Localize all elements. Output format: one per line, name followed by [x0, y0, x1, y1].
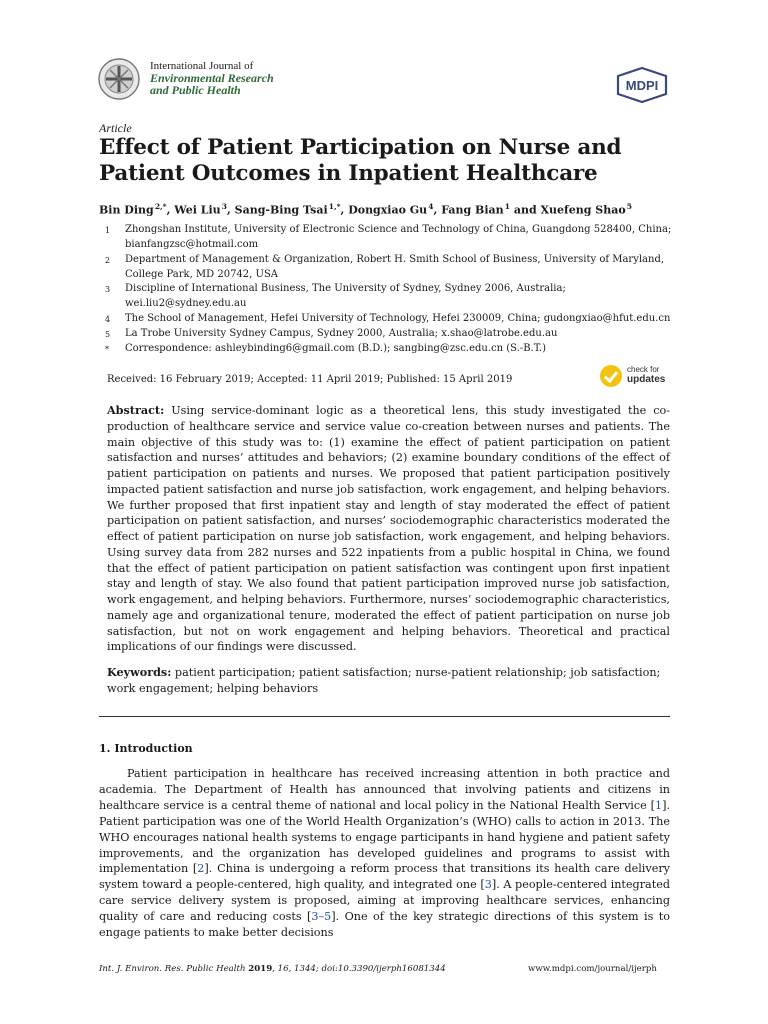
author-name[interactable]: Bin Ding [99, 203, 154, 217]
author-affil: 2,* [154, 202, 167, 211]
article-type: Article [99, 121, 132, 135]
affiliation-text: The School of Management, Hefei University of Technology, Hefei 230009, China; gudongxiao@hfut.edu.cn [125, 313, 671, 324]
abstract [107, 403, 670, 655]
author-affil: 5 [626, 202, 632, 211]
affiliation-text: Discipline of International Business, The University of Sydney, Sydney 2006, Australia; [125, 283, 566, 294]
correspondence-text[interactable]: Correspondence: ashleybinding6@gmail.com (B.D.); sangbing@zsc.edu.cn (S.-B.T.) [125, 343, 547, 354]
citation-link[interactable]: 3–5 [311, 910, 332, 924]
keywords-text: patient participation; patient satisfaction; nurse-patient relationship; job satisfaction; work engagement; helping behaviors [107, 666, 661, 695]
affiliation-item [99, 312, 674, 327]
publication-dates: Received: 16 February 2019; Accepted: 11 April 2019; Published: 15 April 2019 [107, 374, 513, 385]
affiliation-number: 3 [105, 285, 111, 294]
intro-text: Patient participation in healthcare has received increasing attention in both practice and academia. The Department of Health has announced that involving patients and citizens in healthcare service is a central theme of national and local policy in the National Health Service [ [99, 767, 670, 812]
citation-link[interactable]: 2 [197, 862, 205, 876]
affiliation-number: 5 [105, 330, 111, 339]
section-divider [99, 716, 670, 717]
intro-paragraph [99, 766, 670, 941]
author-name[interactable]: Wei Liu [174, 203, 221, 217]
correspondence [99, 342, 674, 357]
intro-text: ]. A people-centered integrated care service delivery system is proposed, aiming at improving healthcare services, enhancing quality of care and reducing costs [ [99, 878, 670, 924]
keywords [107, 664, 672, 697]
intro-text: ]. China is undergoing a reform process that transitions its health care delivery system toward a people-centered, high quality, and integrated one [ [99, 862, 670, 892]
abstract-label: Abstract: [107, 403, 165, 417]
author-name[interactable]: Fang Bian [441, 203, 504, 217]
citation-link[interactable]: 1 [654, 798, 663, 812]
abstract-text: Using service-dominant logic as a theoretical lens, this study investigated the co-production of healthcare service and service value co-creation between nurses and patients. The main objective of this study was to: (1) examine the effect of patient participation on patient satisfaction and nurses’ attitudes and behaviors; (2) examine boundary conditions of the effect of patient participation on patients and nurses. We proposed that patient participation positively impacted patient satisfaction and nurse job satisfaction, work engagement, and helping behaviors. We further proposed that first inpatient stay and length of stay moderated the effect of patient participation on patient satisfaction, and nurses’ sociodemographic characteristics moderated the effect of patient participation on nurse job satisfaction, work engagement, and helping behaviors. Using survey data from 282 nurses and 522 inpatients from a public hospital in China, we found that the effect of patient participation on patient satisfaction was contingent upon first inpatient stay and length of stay. We also found that patient participation improved nurse job satisfaction, work engagement, and helping behaviors. Furthermore, nurses’ sociodemographic characteristics, namely age and organizational tenure, moderated the effect of patient participation on nurse job satisfaction, but not on work engagement and helping behaviors. Theoretical and practical implications of our findings were discussed. [107, 404, 671, 654]
journal-name-line1: International Journal of [150, 60, 254, 72]
affiliation-item [99, 223, 674, 252]
affiliation-text: Department of Management & Organization, Robert H. Smith School of Business, University of Maryland, [125, 254, 665, 265]
author-name[interactable]: Xuefeng Shao [540, 203, 626, 217]
affiliation-email[interactable]: bianfangzsc@hotmail.com [125, 238, 259, 250]
affiliation-item [99, 327, 674, 342]
citation-link[interactable]: 3 [484, 878, 492, 892]
check-badge-line2: updates [627, 374, 666, 385]
author-list: Bin Ding $^{2,*}$, Wei Liu $^3$, Sang-Bing Tsai $^{1,*}$, Dongxiao Gu $^4$, Fang Bian $^1$ and Xuefeng Shao $^5$ [99, 202, 632, 217]
keywords-label: Keywords: [107, 665, 172, 679]
footer-citation [99, 964, 446, 974]
footer-url[interactable]: www.mdpi.com/journal/ijerph [528, 964, 657, 974]
affiliation-text: La Trobe University Sydney Campus, Sydney 2000, Australia; x.shao@latrobe.edu.au [125, 328, 558, 339]
journal-name-line2: Environmental Research [150, 71, 274, 85]
affiliation-item [99, 282, 674, 311]
check-for-updates-button[interactable] [600, 364, 672, 390]
affiliation-number: 1 [105, 226, 111, 235]
affiliation-item [99, 253, 674, 282]
author-name[interactable]: Dongxiao Gu [348, 203, 428, 217]
journal-name[interactable] [150, 60, 274, 96]
checkmark-icon [600, 365, 622, 387]
footer-doi[interactable]: , 16, 1344; doi:10.3390/ijerph16081344 [272, 964, 446, 974]
journal-name-line3: and Public Health [150, 83, 241, 97]
author-affil: 4 [428, 202, 434, 211]
affiliation-text: College Park, MD 20742, USA [125, 268, 279, 280]
check-badge-line1: check for [627, 365, 660, 374]
affiliation-number: 2 [105, 256, 111, 265]
affiliation-number: 4 [105, 315, 111, 324]
mdpi-logo-text: MDPI [625, 78, 659, 93]
correspondence-marker: * [105, 345, 109, 354]
author-name[interactable]: Sang-Bing Tsai [234, 203, 328, 217]
author-affil: 1 [504, 202, 510, 211]
author-affil: 1,* [328, 202, 341, 211]
intro-text: ]. Patient participation was one of the World Health Organization’s (WHO) calls to action in 2013. The WHO encourages national health systems to engage participants in hand hygiene and patient safety improvements, and the organization has developed guidelines and programs to assist with implementation [ [99, 798, 670, 876]
author-affil: 3 [221, 202, 227, 211]
page-title: Effect of Patient Participation on Nurse and Patient Outcomes in Inpatient Healthcare [99, 135, 622, 186]
mdpi-logo[interactable] [614, 66, 670, 104]
footer-year: 2019 [248, 964, 273, 974]
introduction-body [99, 766, 670, 941]
affiliation-email[interactable]: wei.liu2@sydney.edu.au [125, 297, 247, 309]
footer-journal: Int. J. Environ. Res. Public Health [99, 964, 246, 974]
intro-text: ]. One of the key strategic directions of this system is to engage patients to make better decisions [99, 910, 670, 940]
section-heading: 1. Introduction [99, 742, 193, 755]
affiliation-text: Zhongshan Institute, University of Electronic Science and Technology of China, Guangdong 528400, China; [125, 224, 672, 235]
journal-logo [97, 57, 141, 101]
